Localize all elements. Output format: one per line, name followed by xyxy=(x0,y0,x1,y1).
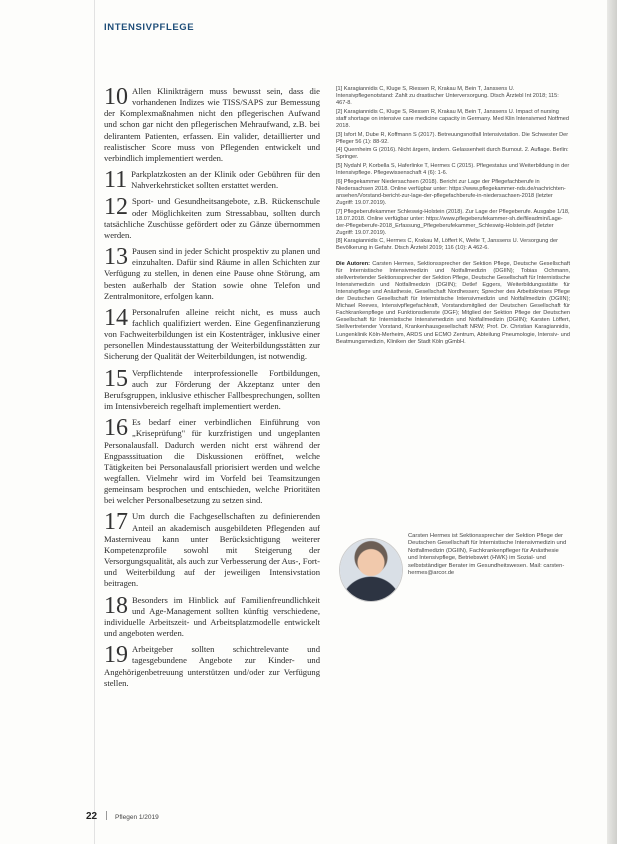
recommendation-text: Verpflichtende interprofessionelle Fortbildungen, auch zur Förderung der Akzeptanz unter den Berufsgruppen, inklusive ethischer Fallbesprechungen, sollten im Intensivbereich regelhaft implementiert werden. xyxy=(104,367,320,412)
authors-block xyxy=(336,261,570,346)
recommendation-item xyxy=(104,644,320,689)
recommendation-text: Um durch die Fachgesellschaften zu definierenden Anteil an akademisch ausgebildeten Pflegenden auf Masterniveau kann unter Berücksichtigung weiterer Kompetenzprofile sowohl mit Steigerung der Versorgungsqualität, als auch zur Verbesserung der Aus-, Fort- und Weiterbildung auf der jeweiligen Intensivstation beitragen. xyxy=(104,511,320,589)
reference-item: [8] Karagiannidis C, Hermes C, Krakau M, Löffert K, Welte T, Janssens U. Versorgung der Bevölkerung in Gefahr. Dtsch Ärztebl 2019; 116 (10): A 462-6. xyxy=(336,238,558,252)
recommendation-number: 16 xyxy=(104,417,128,442)
recommendation-number: 14 xyxy=(104,306,128,331)
recommendation-text: Parkplatzkosten an der Klinik oder Gebühren für den Nahverkehrsticket sollten erstattet werden. xyxy=(131,169,320,191)
reference-item: [6] Pflegekammer Niedersachsen (2018). Bericht zur Lage der Pflegefachberufe in Niedersachsen 2018. Online verfügbar unter: https://www.pflegekammer-nds.de/nachrichten-ansehen/Vorstand-bericht-zur-lage-der-pflegefachberufe-in-niedersachsen-2018 (letzter Zugriff: 19.07.2019). xyxy=(336,178,566,206)
reference-item: [7] Pflegeberufekammer Schleswig-Holstein (2018). Zur Lage der Pflegeberufe. Ausgabe 1/18, 18.07.2018. Online verfügbar unter: https://www.pflegeberufekammer-sh.de/fileadmin/Lage-der-Pflegeberufe-2018_Erfassung_Pflegeberufekammer_Schleswig-Holstein.pdf (letzter Zugriff: 19.07.2019). xyxy=(336,208,570,236)
author-bio xyxy=(336,533,570,623)
reference-item: [1] Karagiannidis C, Kluge S, Riessen R, Krakau M, Bein T, Janssens U. Intensivpflegenotstand: Zahlt zu drastischer Unterversorgung. Dtsch Ärztebl Int 2018; 115: 467-8. xyxy=(336,86,559,107)
reference-list xyxy=(336,86,570,253)
recommendation-item xyxy=(104,368,320,413)
recommendation-text: Allen Klinikträgern muss bewusst sein, dass die vorhandenen Indizes wie TISS/SAPS zur Bemessung der Komplexmaßnahmen nicht den pflegerischen Aufwand und schon gar nicht den pflegerischen Mehraufwand, z.B. bei delirantem Patienten, erfassen. Ein valider, detaillierter und realistischer Score muss von Pflegenden entwickelt und verbindlich implementiert werden. xyxy=(104,86,320,163)
recommendation-number: 11 xyxy=(104,169,128,192)
reference-item: [4] Quernheim G (2016). Nicht ärgern, ändern. Gelassenheit durch Burnout. 2. Auflage. Berlin: Springer. xyxy=(336,147,569,161)
page-number: 22 xyxy=(86,811,98,822)
page-footer xyxy=(86,806,159,824)
recommendation-text: Arbeitgeber sollten schichtrelevante und tagesgebundene Angebote zur Kinder- und Angehörigenbetreuung unterstützen und/oder zur Verfügung stellen. xyxy=(104,644,320,688)
recommendation-text: Besonders im Hinblick auf Familienfreundlichkeit und Age-Management sollten künftig verschiedene, individuelle Arbeitszeit- und Arbeitsplatzmodelle entwickelt und angeboten werden. xyxy=(104,594,320,639)
recommendation-number: 18 xyxy=(104,594,128,619)
recommendation-number: 12 xyxy=(104,196,128,221)
page-edge xyxy=(607,0,617,844)
recommendation-number: 17 xyxy=(104,511,128,536)
references-column xyxy=(336,86,570,346)
authors-text: Carsten Hermes, Sektionssprecher der Sektion Pflege, Deutsche Gesellschaft für Internistische Intensivmedizin und Notfallmedizin (DGIIN); Tobias Ochmann, stellvertretender Sektionssprecher der Sektion Pflege, Deutsche Gesellschaft für Internistische Intensivmedizin und Notfallmedizin (DGIIN); Detlef Eggers, Weiterbildungsstätte für Intensivpflege und Anästhesie, Gesellschaft Nordhessen; Sprecher des Arbeitskreises Pflege der Deutschen Gesellschaft für Internistische Intensivmedizin und Notfallmedizin (DGIIN); Michael Reeves, Intensivpflegefachkraft, Vorstandsmitglied der Deutschen Gesellschaft für Fachkrankenpflege und Funktionsdienste (DGF); Mitglied der Sektion Pflege der Deutschen Gesellschaft für Internistische Intensivmedizin und Notfallmedizin (DGIIN); Karsten Löffert, Stellvertretender Vorstand, Krankenhausgesellschaft NRW; Prof. Dr. Christian Karagiannidis, Lungenklinik Köln-Merheim, ARDS und ECMO Zentrum, Abteilung Pneumologie, Intensiv- und Beatmungsmedizin, Kliniken der Stadt Köln gGmbH. xyxy=(336,260,570,345)
recommendation-item xyxy=(104,246,320,302)
publication-name: Pflegen 1/2019 xyxy=(115,814,159,821)
recommendation-item xyxy=(104,196,320,241)
bio-text: Carsten Hermes ist Sektionssprecher der Sektion Pflege der Deutschen Gesellschaft für Internistische Intensivmedizin und Notfallmedizin (DGIIN), Fachkrankenpfleger für Anästhesie und Intensivpflege, Betriebswirt (HWK) im Sozial- und selbstständiger Berater im Gesundheitswesen. Mail: carsten-hermes@arcor.de xyxy=(408,533,567,577)
footer-divider xyxy=(106,811,107,820)
recommendation-text: Es bedarf einer verbindlichen Einführung von „Kriseprüfung" für kurzfristigen und ungeplanten Personalausfall. Dadurch werden nicht erst während der Engpasssituation die Diskussionen eröffnet, welche Tätigkeiten bei Personalausfall priorisiert werden und welche wegfallen. Vielmehr wird im Vorfeld bei Teamsitzungen gemeinsam besprochen und entschieden, welche Prioritäten bei welcher Personalbesetzung zu setzen sind. xyxy=(104,417,320,506)
reference-item: [5] Nydahl P, Korbella S, Haferlinke T, Hermes C (2015). Pflegestatus und Weiterbildung in der Intensivpflege. Pflegewissenschaft 4 (6): 1-6. xyxy=(336,162,570,177)
recommendations-column xyxy=(104,86,320,694)
recommendation-number: 13 xyxy=(104,246,128,271)
recommendation-text: Pausen sind in jeder Schicht prospektiv zu planen und einzuhalten. Dafür sind Räume in allen Schichten zur Verfügung zu stellen, in denen eine Pause ohne Störung, am besten außerhalb der Station sowie ohne Telefon und Zentralmonitore, erfolgen kann. xyxy=(104,246,320,301)
recommendation-text: Personalrufen alleine reicht nicht, es muss auch fachlich qualifiziert werden. Eine Gegenfinanzierung von Fachweiterbildungen ist ein Kostenträger, inklusive einer personellen Mindestausstattung der Weiterbildungsstätten zur Sicherung der Qualität der Weiterbildungen, ist notwendig. xyxy=(104,306,320,362)
recommendation-item xyxy=(104,417,320,506)
recommendation-item xyxy=(104,595,320,640)
recommendation-item xyxy=(104,86,320,164)
recommendation-number: 15 xyxy=(104,367,128,392)
recommendation-item xyxy=(104,169,320,191)
recommendation-number: 10 xyxy=(104,86,128,110)
author-photo xyxy=(340,539,402,601)
margin-rule xyxy=(94,0,95,844)
section-header: INTENSIVPFLEGE xyxy=(104,22,195,33)
recommendation-number: 19 xyxy=(104,644,128,669)
recommendation-item xyxy=(104,307,320,363)
recommendation-text: Sport- und Gesundheitsangebote, z.B. Rückenschule oder Möglichkeiten zum Stressabbau, sollten durch tatsächliche Zuschüsse gefördert oder zu Gänze übernommen werden. xyxy=(104,196,320,240)
recommendation-item xyxy=(104,511,320,589)
reference-item: [2] Karagiannidis C, Kluge S, Riessen R, Krakau M, Bein T, Janssens U. Impact of nursing staff shortage on intensive care medicine capacity in Germany. Med Klin Intensivmed Notfmed 2018. xyxy=(336,108,569,129)
authors-label: Die Autoren: xyxy=(336,260,370,267)
reference-item: [3] Isfort M, Dube R, Koffmann S (2017). Betreuungsnotfall Intensivstation. Die Schwester Der Pfleger 56 (1): 88-92. xyxy=(336,131,569,145)
